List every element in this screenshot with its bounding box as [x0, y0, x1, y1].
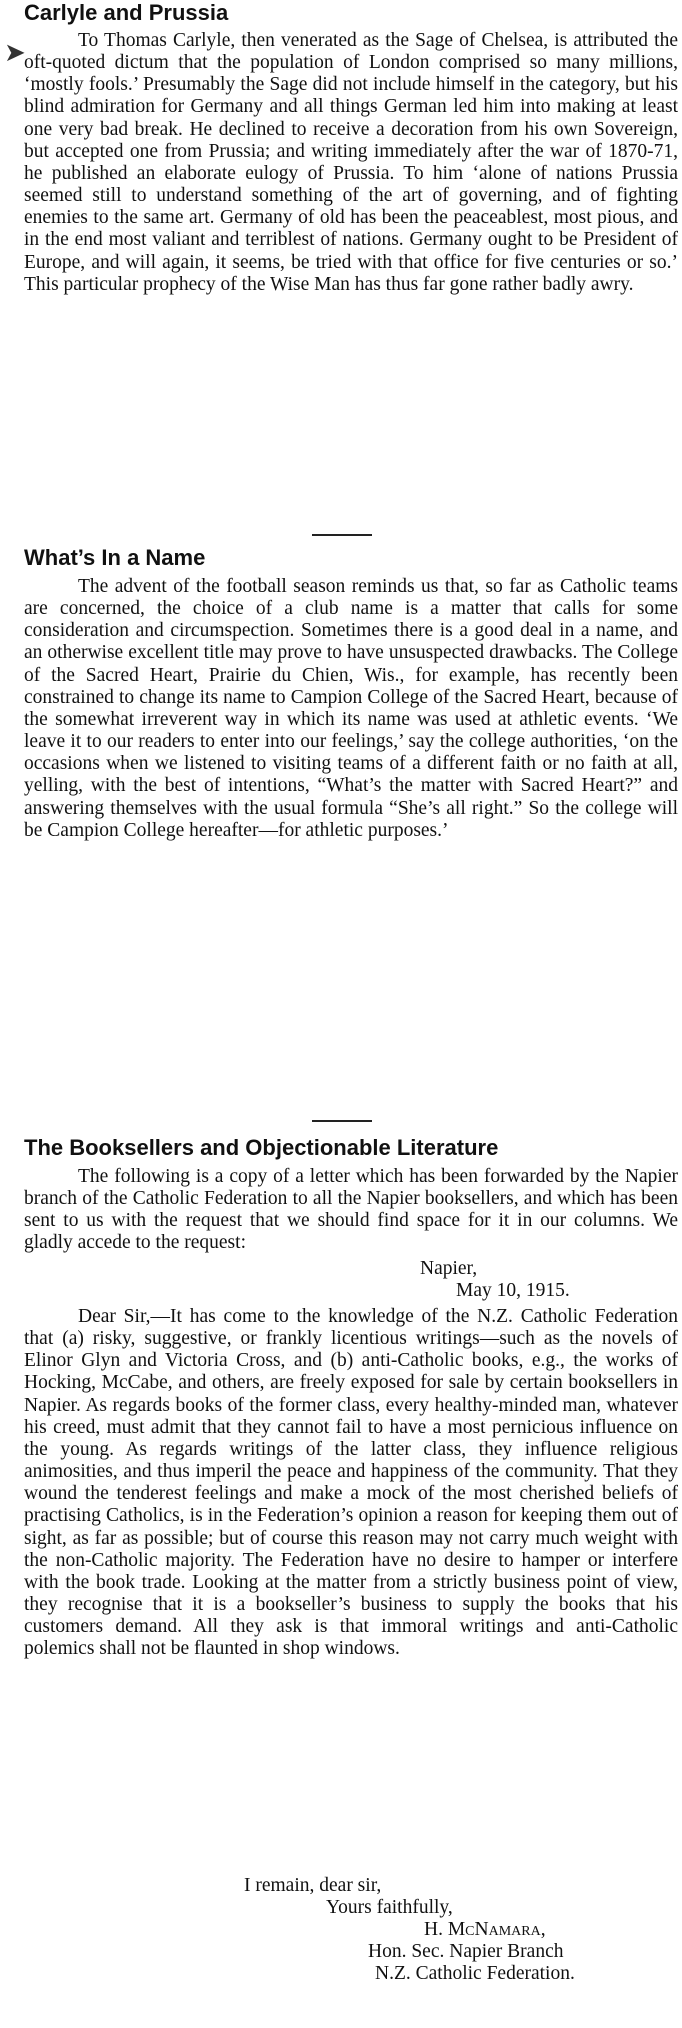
section-heading-carlyle: Carlyle and Prussia — [24, 0, 229, 25]
letter-signatory-organisation: N.Z. Catholic Federation. — [375, 1963, 575, 1984]
letter-signatory-title: Hon. Sec. Napier Branch — [368, 1941, 564, 1962]
letter-place: Napier, — [420, 1258, 478, 1279]
section-divider — [312, 1120, 372, 1122]
letter-closing-faithfully: Yours faithfully, — [326, 1897, 453, 1918]
letter-closing: I remain, dear sir, — [244, 1875, 382, 1896]
section-body-carlyle: To Thomas Carlyle, then venerated as the Sage of Chelsea, is attributed the oft-quoted dictum that the population of London comprised so many millions, ‘mostly fools.’ Presumably the Sage did not include himself in the category, but his blind admiration for Germany and all things German led him into making at least one very bad break. He declined to receive a decoration from his own Sovereign, but accepted one from Prussia; and writing immediately after the war of 1870-71, he published an elaborate eulogy of Prussia. To him ‘alone of nations Prussia seemed still to understand something of the art of governing, and of fighting enemies to the same art. Germany of old has been the peaceablest, most pious, and in the end most valiant and terriblest of nations. Germany ought to be President of Europe, and will again, it seems, be tried with that office for five centuries or so.’ This particular prophecy of the Wise Man has thus far gone rather badly awry. — [24, 30, 678, 295]
letter-date: May 10, 1915. — [456, 1280, 570, 1301]
letter-signature: H. McNamara, — [424, 1919, 546, 1940]
section-divider — [312, 534, 372, 536]
letter-body: Dear Sir,—It has come to the knowledge of the N.Z. Catholic Federation that (a) risky, suggestive, or frankly licentious writings—such as the novels of Elinor Glyn and Victoria Cross, and (b) anti-Catholic books, e.g., the works of Hocking, McCabe, and others, are freely exposed for sale by certain booksellers in Napier. As regards books of the former class, every healthy-minded man, whatever his creed, must admit that they cannot fail to have a most pernicious influence on the young. As regards writings of the latter class, they influence religious animosities, and thus imperil the peace and happiness of the community. That they wound the tenderest feelings and make a mock of the most cherished beliefs of practising Catholics, is in the Federation’s opinion a reason for keeping them out of sight, as far as possible; but of course this reason may not carry much weight with the non-Catholic majority. The Federation have no desire to hamper or interfere with the book trade. Looking at the matter from a strictly business point of view, they recognise that it is a bookseller’s business to supply the books that his customers demand. All they ask is that immoral writings and anti-Catholic polemics shall not be flaunted in shop windows. — [24, 1306, 678, 1660]
margin-pointer-mark: ➤ — [4, 38, 26, 68]
section-heading-booksellers: The Booksellers and Objectionable Literature — [24, 1135, 499, 1160]
section-heading-name: What’s In a Name — [24, 545, 206, 570]
section-body-name: The advent of the football season reminds us that, so far as Catholic teams are concerned, the choice of a club name is a matter that calls for some consideration and circumspection. Sometimes there is a good deal in a name, and an otherwise excellent title may prove to have unsuspected drawbacks. The College of the Sacred Heart, Prairie du Chien, Wis., for example, has recently been constrained to change its name to Campion College of the Sacred Heart, because of the somewhat irreverent way in which its name was used at athletic events. ‘We leave it to our readers to enter into our feelings,’ say the college authorities, ‘on the occasions when we listened to visiting teams of a different faith or no faith at all, yelling, with the best of intentions, “What’s the matter with Sacred Heart?” and answering themselves with the usual formula “She’s all right.” So the college will be Campion College hereafter—for athletic purposes.’ — [24, 576, 678, 841]
section-body-booksellers: The following is a copy of a letter which has been forwarded by the Napier branch of the Catholic Federation to all the Napier booksellers, and which has been sent to us with the request that we should find space for it in our columns. We gladly accede to the request: — [24, 1166, 678, 1254]
